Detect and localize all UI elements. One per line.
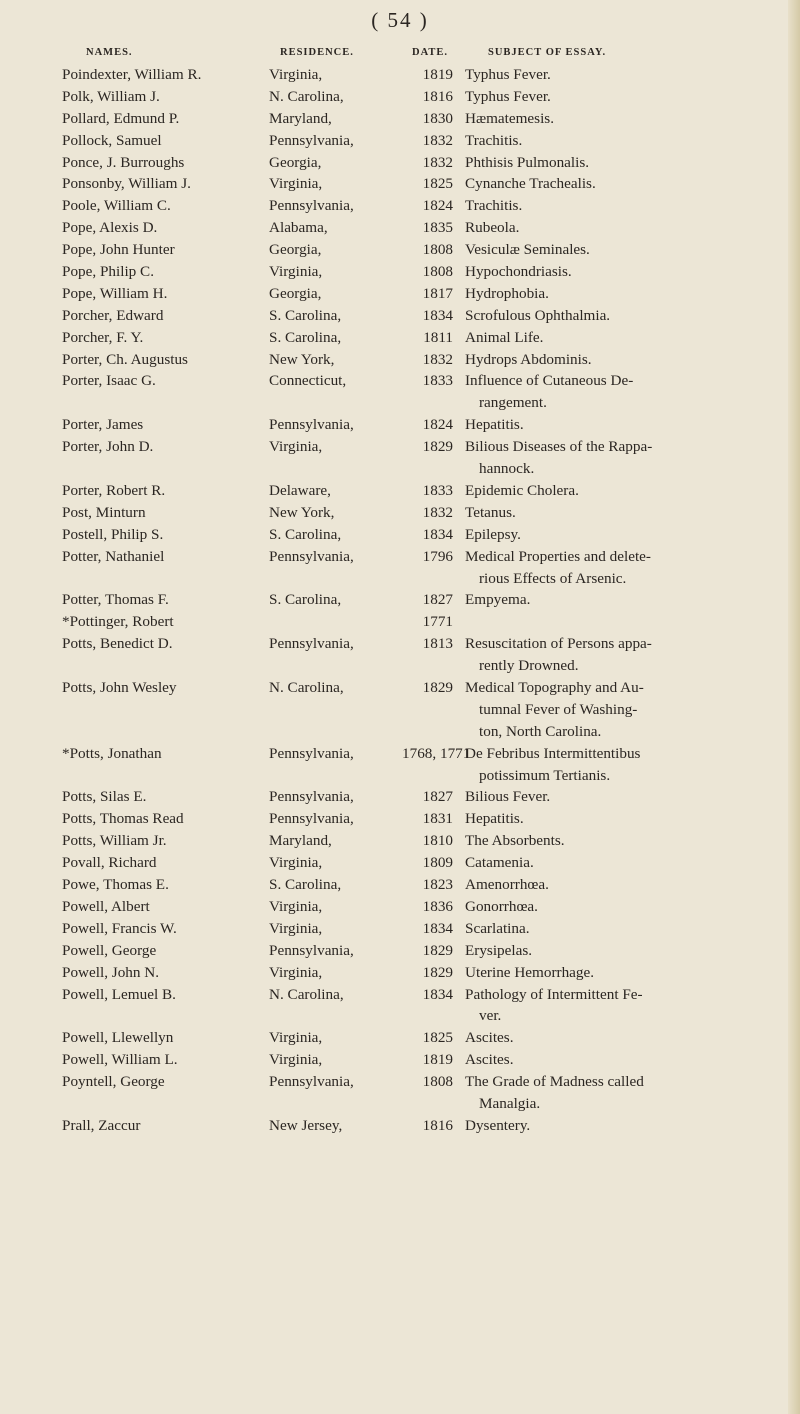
entry-subject-line: rently Drowned. (479, 657, 579, 675)
entry-residence: Virginia, (269, 897, 323, 915)
entry-subject (465, 173, 793, 195)
header-names: NAMES. (86, 47, 133, 58)
entry-name: Potts, William Jr. (62, 832, 167, 850)
entry-subject (465, 1027, 793, 1049)
entry-subject (465, 677, 793, 743)
entry-residence: Virginia, (269, 919, 323, 937)
table-row (0, 173, 800, 195)
table-row (0, 86, 800, 108)
entry-date: 1768, 1771 (402, 744, 471, 762)
entry-subject (465, 1071, 793, 1115)
table-row (0, 261, 800, 283)
entry-residence: S. Carolina, (269, 525, 342, 543)
table-row (0, 984, 800, 1028)
entry-date: 1816 (422, 1116, 453, 1134)
entry-name: Pope, Philip C. (62, 263, 154, 281)
table-row (0, 546, 800, 590)
entry-subject (465, 327, 793, 349)
entry-date: 1819 (422, 66, 453, 83)
entry-date: 1835 (422, 219, 453, 237)
table-row (0, 1115, 800, 1137)
entry-residence: New Jersey, (269, 1116, 343, 1134)
entry-residence: Virginia, (269, 438, 323, 456)
entry-subject (465, 64, 793, 86)
entry-subject (465, 414, 793, 436)
entry-residence: Pennsylvania, (269, 416, 354, 434)
entry-subject (465, 217, 793, 239)
table-row (0, 677, 800, 743)
entry-subject-line: The Absorbents. (465, 832, 565, 850)
entry-date: 1832 (422, 153, 453, 171)
entry-residence: Georgia, (269, 284, 322, 302)
table-row (0, 830, 800, 852)
entry-subject-line: Hepatitis. (465, 416, 524, 434)
entry-subject (465, 1115, 793, 1137)
table-row (0, 217, 800, 239)
entry-subject-line: Epilepsy. (465, 525, 521, 543)
table-row (0, 524, 800, 546)
entry-residence: Pennsylvania, (269, 941, 354, 959)
entry-subject-line: Rubeola. (465, 219, 520, 237)
entry-subject-line: Bilious Fever. (465, 788, 551, 806)
table-row (0, 349, 800, 371)
entry-name: Powe, Thomas E. (62, 876, 169, 894)
table-row (0, 436, 800, 480)
entry-subject-line: Empyema. (465, 591, 531, 609)
entry-subject-line: Influence of Cutaneous De- (465, 372, 634, 390)
entry-subject-line: Hæmatemesis. (465, 109, 555, 127)
table-row (0, 808, 800, 830)
entry-subject (465, 918, 793, 940)
entry-subject (465, 896, 793, 918)
table-row (0, 1071, 800, 1115)
entry-subject-line: Medical Topography and Au- (465, 679, 644, 696)
entry-subject (465, 546, 793, 590)
entry-subject (465, 195, 793, 217)
entry-residence: N. Carolina, (269, 679, 344, 696)
entry-name: Porcher, Edward (62, 306, 164, 324)
entry-subject (465, 370, 793, 414)
entry-subject-line: Hydrops Abdominis. (465, 350, 592, 368)
entry-residence: Pennsylvania, (269, 197, 354, 215)
entry-date: 1809 (422, 854, 453, 872)
table-row (0, 874, 800, 896)
entry-date: 1834 (422, 306, 453, 324)
entry-subject-line: Phthisis Pulmonalis. (465, 153, 590, 171)
entry-subject-line: Manalgia. (479, 1094, 541, 1112)
entry-subject (465, 239, 793, 261)
table-row (0, 414, 800, 436)
entry-subject (465, 852, 793, 874)
table-row (0, 152, 800, 174)
entry-date: 1834 (422, 525, 453, 543)
entry-name: Potter, Nathaniel (62, 547, 165, 565)
table-row (0, 283, 800, 305)
entry-date: 1830 (422, 109, 453, 127)
table-row (0, 852, 800, 874)
entry-residence: Virginia, (269, 263, 323, 281)
entry-date: 1832 (422, 503, 453, 521)
entry-name: *Pottinger, Robert (62, 613, 174, 631)
entry-name: Poindexter, William R. (62, 66, 202, 83)
entry-residence: S. Carolina, (269, 328, 342, 346)
entry-subject-line: Typhus Fever. (465, 66, 551, 83)
table-row (0, 502, 800, 524)
entry-date: 1834 (422, 985, 453, 1003)
entry-subject-line: Erysipelas. (465, 941, 533, 959)
entry-subject (465, 940, 793, 962)
entry-date: 1829 (422, 679, 453, 696)
entry-name: Poyntell, George (62, 1073, 165, 1091)
entry-subject (465, 480, 793, 502)
entry-residence: N. Carolina, (269, 87, 344, 105)
entry-name: Postell, Philip S. (62, 525, 164, 543)
entry-subject (465, 633, 793, 677)
entry-subject-line: Trachitis. (465, 197, 523, 215)
entry-date: 1829 (422, 963, 453, 981)
entry-residence: Georgia, (269, 241, 322, 259)
entry-subject-line: Bilious Diseases of the Rappa- (465, 438, 653, 456)
table-row (0, 130, 800, 152)
table-row (0, 743, 800, 787)
entry-residence: New York, (269, 503, 335, 521)
entry-date: 1831 (422, 810, 453, 828)
entry-date: 1813 (422, 635, 453, 653)
entry-name: Potts, Silas E. (62, 788, 147, 806)
entry-date: 1834 (422, 919, 453, 937)
entry-date: 1825 (422, 175, 453, 193)
entry-subject-line: Uterine Hemorrhage. (465, 963, 595, 981)
entry-date: 1771 (422, 613, 453, 631)
entry-subject (465, 502, 793, 524)
entry-subject-line: Ascites. (465, 1029, 514, 1047)
entry-date: 1832 (422, 350, 453, 368)
entry-residence: Pennsylvania, (269, 810, 354, 828)
entry-subject (465, 962, 793, 984)
table-row (0, 1027, 800, 1049)
entry-subject-line: Hypochondriasis. (465, 263, 572, 281)
table-row (0, 962, 800, 984)
entry-name: Potts, Benedict D. (62, 635, 173, 653)
entry-subject-line: Catamenia. (465, 854, 534, 872)
entry-name: Porcher, F. Y. (62, 328, 144, 346)
entry-subject-line: Cynanche Trachealis. (465, 175, 596, 193)
entry-residence: Virginia, (269, 963, 323, 981)
entry-name: Powell, Lemuel B. (62, 985, 176, 1003)
entry-date: 1836 (422, 897, 453, 915)
entry-residence: Pennsylvania, (269, 1073, 354, 1091)
entry-subject-line: Vesiculæ Seminales. (465, 241, 590, 259)
entry-date: 1827 (422, 788, 453, 806)
entry-date: 1824 (422, 416, 453, 434)
entry-subject (465, 283, 793, 305)
table-row (0, 940, 800, 962)
table-row (0, 633, 800, 677)
entry-subject-line: Typhus Fever. (465, 87, 551, 105)
entry-subject (465, 984, 793, 1028)
entry-date: 1833 (422, 481, 453, 499)
entry-subject (465, 349, 793, 371)
header-subject: SUBJECT OF ESSAY. (488, 47, 607, 58)
header-date: DATE. (412, 47, 449, 58)
entry-subject (465, 1049, 793, 1071)
entry-residence: Delaware, (269, 481, 331, 499)
entry-subject-line: Trachitis. (465, 131, 523, 149)
entry-residence: Pennsylvania, (269, 635, 354, 653)
entry-date: 1808 (422, 1073, 453, 1091)
entry-name: Pope, William H. (62, 284, 168, 302)
entry-subject-line: Epidemic Cholera. (465, 481, 579, 499)
entry-subject (465, 830, 793, 852)
entry-residence: S. Carolina, (269, 876, 342, 894)
entry-subject (465, 305, 793, 327)
entry-subject (465, 743, 793, 787)
entry-date: 1833 (422, 372, 453, 390)
entry-name: Porter, Robert R. (62, 481, 166, 499)
entry-subject-line: hannock. (479, 460, 535, 478)
entry-subject (465, 261, 793, 283)
table-row (0, 195, 800, 217)
header-residence: RESIDENCE. (280, 47, 354, 58)
entry-date: 1827 (422, 591, 453, 609)
entry-name: Prall, Zaccur (62, 1116, 141, 1134)
entry-residence: Maryland, (269, 109, 332, 127)
entry-name: Powell, George (62, 941, 157, 959)
entry-subject-line: De Febribus Intermittentibus (465, 744, 641, 762)
entry-subject (465, 152, 793, 174)
entry-name: Pope, Alexis D. (62, 219, 158, 237)
entry-subject-line: Scarlatina. (465, 919, 530, 937)
entry-subject-line: potissimum Tertianis. (479, 766, 611, 784)
column-headers (0, 47, 800, 63)
table-row (0, 370, 800, 414)
entry-name: Ponsonby, William J. (62, 175, 191, 193)
entry-residence: New York, (269, 350, 335, 368)
entry-date: 1829 (422, 438, 453, 456)
entry-date: 1796 (422, 547, 453, 565)
entry-subject-line: Ascites. (465, 1051, 514, 1069)
entry-residence: Pennsylvania, (269, 744, 354, 762)
entry-residence: Pennsylvania, (269, 131, 354, 149)
entry-name: Porter, Ch. Augustus (62, 350, 188, 368)
entry-subject-line: Hydrophobia. (465, 284, 549, 302)
entry-name: Povall, Richard (62, 854, 157, 872)
entry-date: 1808 (422, 263, 453, 281)
entry-date: 1829 (422, 941, 453, 959)
entry-residence: Connecticut, (269, 372, 347, 390)
entry-name: Powell, John N. (62, 963, 160, 981)
entry-subject-line: Tetanus. (465, 503, 516, 521)
entry-name: Pollard, Edmund P. (62, 109, 180, 127)
entry-residence: Pennsylvania, (269, 547, 354, 565)
table-row (0, 327, 800, 349)
entry-name: Powell, William L. (62, 1051, 178, 1069)
entry-date: 1824 (422, 197, 453, 215)
entry-name: Pollock, Samuel (62, 131, 162, 149)
entry-name: Ponce, J. Burroughs (62, 153, 185, 171)
entry-subject (465, 436, 793, 480)
entry-name: Potts, John Wesley (62, 679, 177, 696)
table-row (0, 108, 800, 130)
entry-subject (465, 874, 793, 896)
entry-subject-line: Scrofulous Ophthalmia. (465, 306, 611, 324)
entry-subject-line: Medical Properties and delete- (465, 547, 651, 565)
table-row (0, 589, 800, 611)
table-row (0, 64, 800, 86)
entry-residence: Alabama, (269, 219, 328, 237)
entry-subject-line: rangement. (479, 394, 547, 412)
entry-name: Potter, Thomas F. (62, 591, 169, 609)
entry-residence: Maryland, (269, 832, 332, 850)
entry-subject-line: Pathology of Intermittent Fe- (465, 985, 643, 1003)
entry-name: Polk, William J. (62, 87, 160, 105)
table-row (0, 611, 800, 633)
table-row (0, 1049, 800, 1071)
entry-residence: Virginia, (269, 175, 323, 193)
entry-name: Poole, William C. (62, 197, 171, 215)
entry-name: Pope, John Hunter (62, 241, 175, 259)
entry-subject-line: Amenorrhœa. (465, 876, 549, 894)
entry-date: 1823 (422, 876, 453, 894)
entry-subject-line: Animal Life. (465, 328, 544, 346)
register-table (0, 64, 800, 1137)
entry-residence: N. Carolina, (269, 985, 344, 1003)
entry-date: 1832 (422, 131, 453, 149)
entry-residence: S. Carolina, (269, 591, 342, 609)
entry-name: Porter, Isaac G. (62, 372, 156, 390)
entry-subject-line: tumnal Fever of Washing- (479, 700, 638, 718)
table-row (0, 239, 800, 261)
entry-subject (465, 589, 793, 611)
entry-name: Powell, Francis W. (62, 919, 177, 937)
entry-date: 1816 (422, 87, 453, 105)
entry-subject (465, 130, 793, 152)
entry-subject-line: Gonorrhœa. (465, 897, 538, 915)
entry-date: 1810 (422, 832, 453, 850)
entry-subject-line: Resuscitation of Persons appa- (465, 635, 652, 653)
table-row (0, 896, 800, 918)
entry-residence: Virginia, (269, 854, 323, 872)
entry-subject-line: The Grade of Madness called (465, 1073, 644, 1091)
table-row (0, 918, 800, 940)
entry-subject (465, 524, 793, 546)
entry-residence: S. Carolina, (269, 306, 342, 324)
entry-name: Potts, Thomas Read (62, 810, 184, 828)
entry-name: Powell, Llewellyn (62, 1029, 174, 1047)
entry-residence: Virginia, (269, 1051, 323, 1069)
entry-name: Post, Minturn (62, 503, 146, 521)
entry-date: 1819 (422, 1051, 453, 1069)
entry-name: Porter, John D. (62, 438, 154, 456)
entry-subject-line: ver. (479, 1007, 502, 1025)
entry-subject-line: ton, North Carolina. (479, 722, 602, 740)
entry-residence: Pennsylvania, (269, 788, 354, 806)
entry-date: 1808 (422, 241, 453, 259)
entry-subject-line: Dysentery. (465, 1116, 531, 1134)
entry-date: 1825 (422, 1029, 453, 1047)
entry-subject (465, 108, 793, 130)
entry-date: 1811 (423, 328, 453, 346)
entry-residence: Georgia, (269, 153, 322, 171)
entry-subject-line: rious Effects of Arsenic. (479, 569, 627, 587)
entry-name: *Potts, Jonathan (62, 744, 162, 762)
entry-subject (465, 808, 793, 830)
entry-name: Powell, Albert (62, 897, 150, 915)
table-row (0, 786, 800, 808)
entry-residence: Virginia, (269, 1029, 323, 1047)
entry-subject (465, 786, 793, 808)
table-row (0, 480, 800, 502)
entry-subject (465, 86, 793, 108)
entry-residence: Virginia, (269, 66, 323, 83)
page-number: ( 54 ) (371, 8, 429, 32)
table-row (0, 305, 800, 327)
entry-name: Porter, James (62, 416, 144, 434)
entry-subject-line: Hepatitis. (465, 810, 524, 828)
entry-date: 1817 (422, 284, 453, 302)
